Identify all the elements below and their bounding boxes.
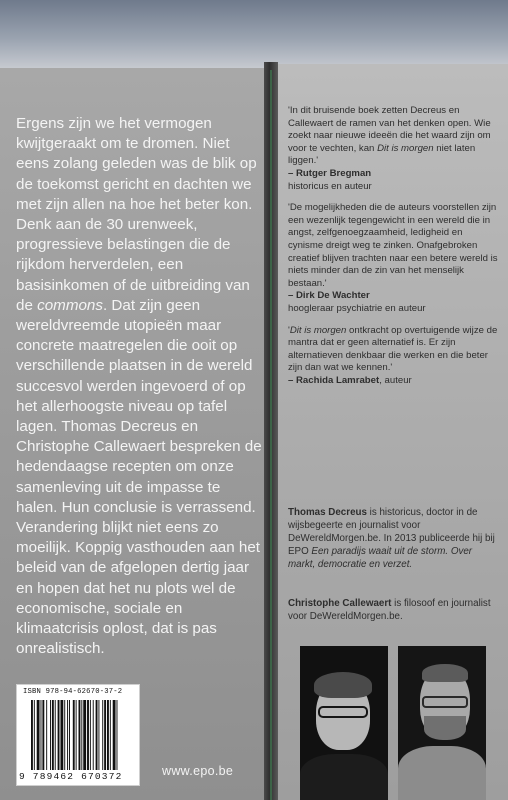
barcode-bar xyxy=(81,700,82,770)
barcode-bar xyxy=(73,700,75,770)
barcode-bar xyxy=(41,700,42,770)
barcode-bar xyxy=(102,700,103,770)
author-photo-decreus xyxy=(300,646,388,800)
barcode-bar xyxy=(46,700,47,770)
wall-seam-line xyxy=(270,70,272,800)
barcode-bar xyxy=(113,700,116,770)
barcode-bar xyxy=(87,700,89,770)
barcode-bar xyxy=(98,700,99,770)
blurb-text xyxy=(16,114,264,659)
quote-role: historicus en auteur xyxy=(288,180,372,192)
barcode-bar xyxy=(42,700,44,770)
quote-bregman xyxy=(288,105,498,193)
review-quotes xyxy=(288,105,498,396)
barcode-bar xyxy=(83,700,86,770)
barcode-bars xyxy=(31,700,135,770)
quote-text xyxy=(288,105,498,168)
quote-author-line xyxy=(288,375,412,386)
quote-role: , auteur xyxy=(379,374,412,386)
barcode-bar xyxy=(60,700,63,770)
quote-text xyxy=(288,202,498,290)
blurb-part-1: Ergens zijn we het vermogen kwijtgeraakt om te dromen. Niet eens zolang geleden was de blik op de toekomst gericht en dachten we met zijn allen na hoe het beter kon. Denk aan de 30 urenweek, progressieve belastingen die de rijkdom herverdelen, een basisinkomen of de uitbreiding van de xyxy=(16,115,257,314)
quote-text-part: niet laten liggen.' xyxy=(288,142,476,167)
barcode-bar xyxy=(117,700,118,770)
barcode-bar xyxy=(50,700,51,770)
website-url: www.epo.be xyxy=(162,764,234,778)
quote-book-title: Dit is morgen xyxy=(377,142,434,154)
author-photo-callewaert xyxy=(398,646,486,800)
photo-shoulders xyxy=(398,746,486,800)
quote-text-part: ontkracht op overtuigende wijze de mantra dat er geen alternatief is. Er zijn alternatieven denkbaar die werken en die beter zijn dan wat we kennen.' xyxy=(288,324,498,374)
barcode-bar xyxy=(107,700,109,770)
barcode-bar xyxy=(31,700,33,770)
quote-text-part: ' xyxy=(288,324,290,336)
photo-glasses xyxy=(422,696,468,708)
photo-glasses xyxy=(318,706,368,718)
bio-text: is filosoof en journalist voor DeWereldMorgen.be. xyxy=(288,598,491,622)
photo-beard xyxy=(424,716,466,740)
bio-book-title: Een paradijs waait uit de storm. Over markt, democratie en verzet. xyxy=(288,546,473,570)
barcode-bar xyxy=(76,700,77,770)
sky-background xyxy=(0,0,508,70)
quote-text-part: 'De mogelijkheden die de auteurs voorstellen zijn een wezenlijk tegengewicht in een wereld die in angst, zelfgenoegzaamheid, ledigheid en cynisme dreigt weg te zinken. Onafgebroken creatief blijven trachten naar een betere wereld is niets minder dan de zin van het menselijk bestaan.' xyxy=(288,202,498,289)
barcode-bar xyxy=(67,700,68,770)
photo-hair xyxy=(422,664,468,682)
author-name: Christophe Callewaert xyxy=(288,598,392,609)
barcode-bar xyxy=(96,700,98,770)
blurb-part-2: . Dat zijn geen wereldvreemde utopieën maar concrete maatregelen die ooit op verschillende plaatsen in de wereld succesvol werden ingevoerd of op het allerhoogste niveau op tafel lagen. Thomas Decreus en Christophe Callewaert bespreken de hedendaagse recepten om onze samenleving uit de impasse te halen. Hun conclusie is verrassend. Verandering blijkt niet eens zo moeilijk. Koppig vasthouden aan het beleid van de afgelopen dertig jaar en hopen dat het nu plots wel de economische, sociale en klimaatcrisis oplost, dat is pas onrealistisch. xyxy=(16,296,262,658)
photo-shoulders xyxy=(300,754,388,800)
barcode-bar xyxy=(37,700,40,770)
barcode-bar xyxy=(58,700,60,770)
barcode-bar xyxy=(34,700,35,770)
quote-author: – Rachida Lamrabet xyxy=(288,374,380,386)
blurb-commons: commons xyxy=(37,296,103,314)
photo-hair xyxy=(314,672,372,698)
barcode-bar xyxy=(55,700,56,770)
quote-de-wachter xyxy=(288,202,498,315)
quote-book-title: Dit is morgen xyxy=(289,324,347,336)
barcode-bar xyxy=(64,700,65,770)
author-bio-callewaert xyxy=(288,597,500,623)
barcode-bar xyxy=(93,700,94,770)
quote-role: hoogleraar psychiatrie en auteur xyxy=(288,302,426,314)
blurb-paragraph xyxy=(16,114,264,659)
barcode-box xyxy=(16,684,140,786)
barcode-digits: 9 789462 670372 xyxy=(19,771,123,782)
barcode-bar xyxy=(52,700,54,770)
author-bio-decreus xyxy=(288,506,500,571)
bio-text: is historicus, doctor in de wijsbegeerte en journalist voor DeWereldMorgen.be. In 2013 publiceerde hij bij EPO xyxy=(288,507,495,557)
barcode-bar xyxy=(79,700,81,770)
barcode-bar xyxy=(104,700,106,770)
quote-text-part: 'In dit bruisende boek zetten Decreus en Callewaert de ramen van het denken open. Wie zoekt naar nieuwe ideeën die het waard zijn om voor te vechten, kan xyxy=(288,105,491,154)
barcode-bar xyxy=(69,700,70,770)
barcode-bar xyxy=(90,700,91,770)
quote-lamrabet xyxy=(288,325,498,388)
barcode-bar xyxy=(110,700,111,770)
quote-author: – Rutger Bregman xyxy=(288,167,372,179)
isbn-text: ISBN 978-94-62670-37-2 xyxy=(23,688,123,696)
quote-text xyxy=(288,325,498,375)
quote-author: – Dirk De Wachter xyxy=(288,290,370,302)
author-name: Thomas Decreus xyxy=(288,507,367,518)
